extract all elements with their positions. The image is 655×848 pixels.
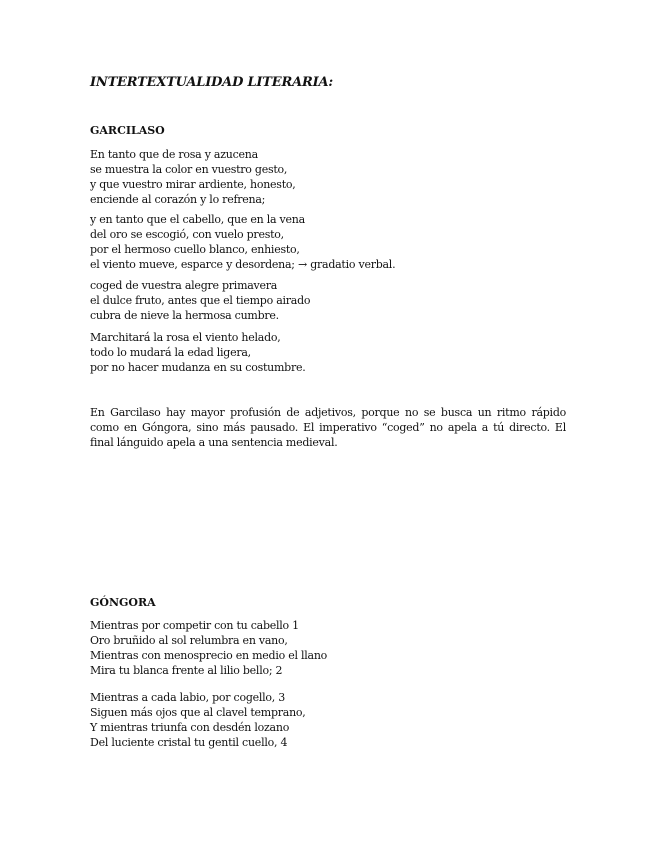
garcilaso-commentary: En Garcilaso hay mayor profusión de adjetivos, porque no se busca un ritmo rápido como en Góngora, sino más pausado. El imperativo “coged” no apela a tú directo. El final lánguido apela a una sentencia medieval. <box>90 406 566 449</box>
verse-line: y que vuestro mirar ardiente, honesto, <box>90 178 296 191</box>
verse-line: y en tanto que el cabello, que en la vena <box>90 213 305 226</box>
garcilaso-stanza-4 <box>90 330 305 375</box>
verse-line: todo lo mudará la edad ligera, <box>90 346 251 359</box>
verse-line: se muestra la color en vuestro gesto, <box>90 163 288 176</box>
verse-line: del oro se escogió, con vuelo presto, <box>90 228 284 241</box>
verse-line: coged de vuestra alegre primavera <box>90 279 278 292</box>
garcilaso-stanza-2 <box>90 212 395 272</box>
garcilaso-stanza-3 <box>90 278 310 323</box>
verse-line: Mira tu blanca frente al lilio bello; 2 <box>90 664 283 677</box>
garcilaso-heading: GARCILASO <box>90 124 165 137</box>
verse-line: cubra de nieve la hermosa cumbre. <box>90 309 279 322</box>
garcilaso-stanza-1 <box>90 147 296 207</box>
verse-line: Siguen más ojos que al clavel temprano, <box>90 706 306 719</box>
verse-line: por no hacer mudanza en su costumbre. <box>90 361 306 374</box>
verse-line: el viento mueve, esparce y desordena; → gradatio verbal. <box>90 258 396 271</box>
verse-line: Oro bruñido al sol relumbra en vano, <box>90 634 288 647</box>
verse-line: por el hermoso cuello blanco, enhiesto, <box>90 243 300 256</box>
gongora-heading: GÓNGORA <box>90 596 156 609</box>
verse-line: el dulce fruto, antes que el tiempo airado <box>90 294 311 307</box>
gongora-stanza-2 <box>90 690 306 750</box>
verse-line: Y mientras triunfa con desdén lozano <box>90 721 290 734</box>
verse-line: enciende al corazón y lo refrena; <box>90 193 266 206</box>
verse-line: Mientras a cada labio, por cogello, 3 <box>90 691 286 704</box>
verse-line: Mientras con menosprecio en medio el llano <box>90 649 328 662</box>
document-title: INTERTEXTUALIDAD LITERARIA: <box>90 75 333 90</box>
verse-line: En tanto que de rosa y azucena <box>90 148 258 161</box>
verse-line: Del luciente cristal tu gentil cuello, 4 <box>90 736 288 749</box>
verse-line: Marchitará la rosa el viento helado, <box>90 331 281 344</box>
gongora-stanza-1 <box>90 618 327 678</box>
verse-line: Mientras por competir con tu cabello 1 <box>90 619 299 632</box>
